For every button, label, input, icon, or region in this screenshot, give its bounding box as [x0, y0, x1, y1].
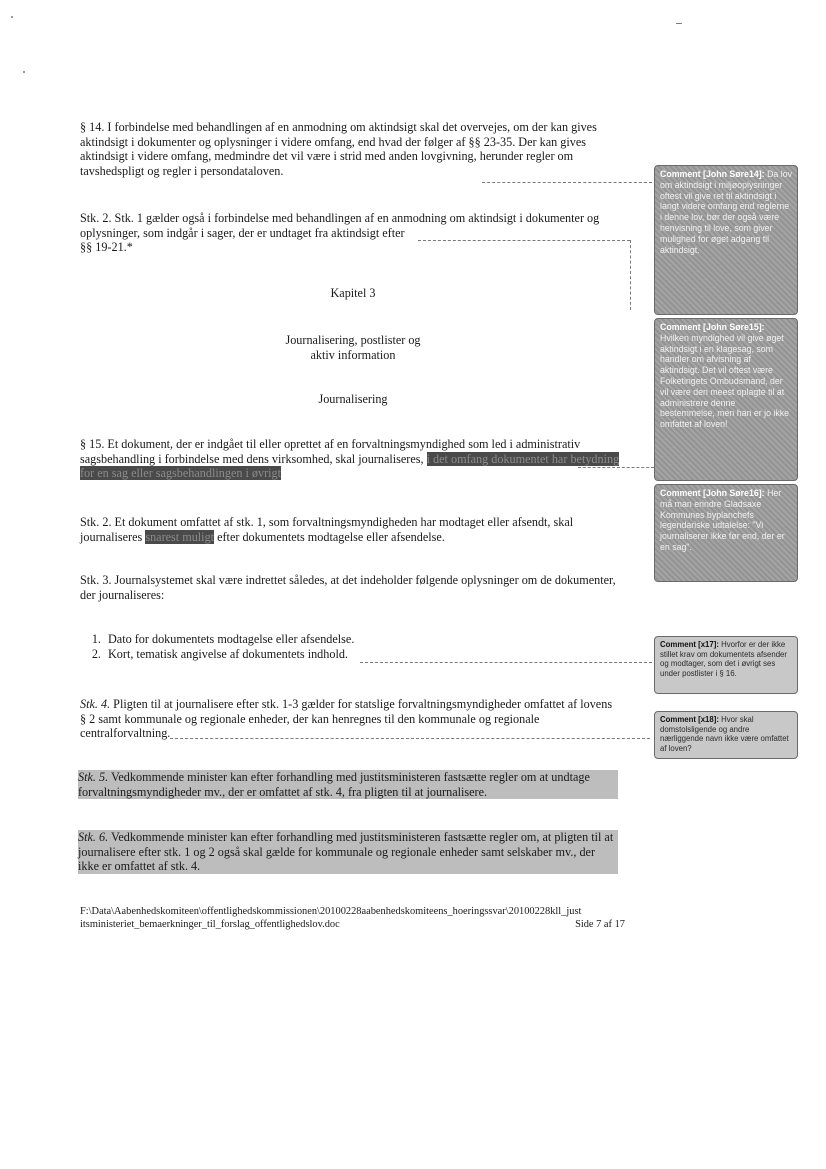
deleted-text: snarest muligt — [145, 529, 215, 544]
scan-speck — [23, 71, 25, 73]
list-item: 1. Dato for dokumentets modtagelse eller afsendelse. — [104, 632, 620, 647]
paragraph-14: § 14. I forbindelse med behandlingen af en anmodning om aktindsigt skal det overvejes, om der kan gives aktindsigt i dokumenter og oplysninger i videre omfang, end hvad der følger af §§ 23-35. Der kan gives aktindsigt i videre omfang, medmindre det vil være i strid med anden lovgivning, herunder regler om tavshedspligt og regler i persondataloven. — [80, 120, 597, 178]
document-footer — [80, 906, 625, 931]
paragraph-15-stk2: Stk. 2. Et dokument omfattet af stk. 1, som forvaltningsmyndigheden har modtaget eller afsendt, skal journaliseres snarest muligt efter dokumentets modtagelse eller afsendelse. — [80, 515, 574, 544]
review-comment[interactable]: Comment [x18]: Hvor skal domstolsligende og andre nærliggende navn ikke være omfattet af loven? — [654, 711, 798, 759]
comment-connector — [482, 182, 652, 183]
paragraph-15: § 15. Et dokument, der er indgået til eller oprettet af en forvaltningsmyndighed som led i administrativ sagsbehandling i forbindelse med dens virksomhed, skal journaliseres, i det omfang dokumentet har betydning for en sag eller sagsbehandlingen i øvrigt — [80, 437, 620, 481]
comment-connector — [418, 240, 630, 241]
review-comment[interactable]: Comment [John Søre16]: Her må man erindre Gladsaxe Kommunes byplanchefs legendariske udtalelse: "Vi journaliserer ikke før end, der er en sag". — [654, 484, 798, 582]
list-item: 2. Kort, tematisk angivelse af dokumentets indhold. — [104, 647, 620, 662]
deleted-text: i det omfang dokumentet har betydning for en sag eller sagsbehandlingen i øvrigt — [80, 451, 620, 481]
journal-fields-list — [80, 632, 620, 661]
paragraph-15-stk5: Stk. 5. Vedkommende minister kan efter forhandling med justitsministeren fastsætte regler om at undtage forvaltningsmyndigheder mv., der er omfattet af stk. 4, fra pligten til at journalisere. — [78, 770, 618, 799]
scan-speck — [676, 23, 682, 24]
section-title: Journalisering — [318, 392, 388, 406]
chapter-number: Kapitel 3 — [330, 286, 376, 300]
scan-speck — [11, 16, 13, 18]
file-path: itsministeriet_bemaerkninger_til_forslag_offentlighedslov.doc — [80, 918, 340, 930]
review-comment[interactable]: Comment [John Søre14]: Da lov om aktindsigt i miljøoplysninger oftest vil give ret til aktindsigt i langt videre omfang end reglerne i denne lov, bør der også være henvisning til love, som giver mulighed for øget adgang til aktindsigt. — [654, 165, 798, 315]
comment-connector — [170, 738, 650, 739]
paragraph-15-stk6: Stk. 6. Vedkommende minister kan efter forhandling med justitsministeren fastsætte regler om, at pligten til at journalisere efter stk. 1 og 2 også skal gælde for kommunale og regionale enheder samt selskaber mv., der ikke er omfattet af stk. 4. — [78, 830, 618, 874]
paragraph-14-stk2: Stk. 2. Stk. 1 gælder også i forbindelse med behandlingen af en anmodning om aktindsigt i dokumenter og oplysninger, som indgår i sager, der er undtaget fra aktindsigt efter §§ 19-21.* — [80, 211, 600, 255]
page-number: Side 7 af 17 — [575, 918, 625, 930]
paragraph-15-stk4: Stk. 4. Pligten til at journalisere efter stk. 1-3 gælder for statslige forvaltningsmyndigheder omfattet af lovens § 2 samt kommunale og regionale enheder, der kan henregnes til den kommunale og regionale centralforvaltning. — [80, 697, 613, 741]
comment-connector — [630, 240, 631, 310]
comment-connector — [360, 662, 652, 663]
chapter-title: Journalisering, postlister og aktiv information — [285, 333, 421, 362]
review-comment[interactable]: Comment [John Søre15]: Hvilken myndighed vil give øget aktindsigt i en klagesag, som handler om afvisning af aktindsigt. Det vil oftest være Folketingets Ombudsmand, der vil være den meest oplagte til at administrere denne bestemmelse, men han er jo ikke omfattet af loven! — [654, 318, 798, 481]
file-path: F:\Data\Aabenhedskomiteen\offentlighedskommissionen\20100228aabenhedskomiteens_hoeringssvar\20100228kll_just — [80, 906, 582, 917]
comment-connector — [578, 467, 654, 468]
paragraph-15-stk3: Stk. 3. Journalsystemet skal være indrettet således, at det indeholder følgende oplysninger om de dokumenter, der journaliseres: — [80, 573, 616, 602]
review-comment[interactable]: Comment [x17]: Hvorfor er der ikke stillet krav om dokumentets afsender og modtager, som det i øvrigt ses under postlister i § 16. — [654, 636, 798, 694]
